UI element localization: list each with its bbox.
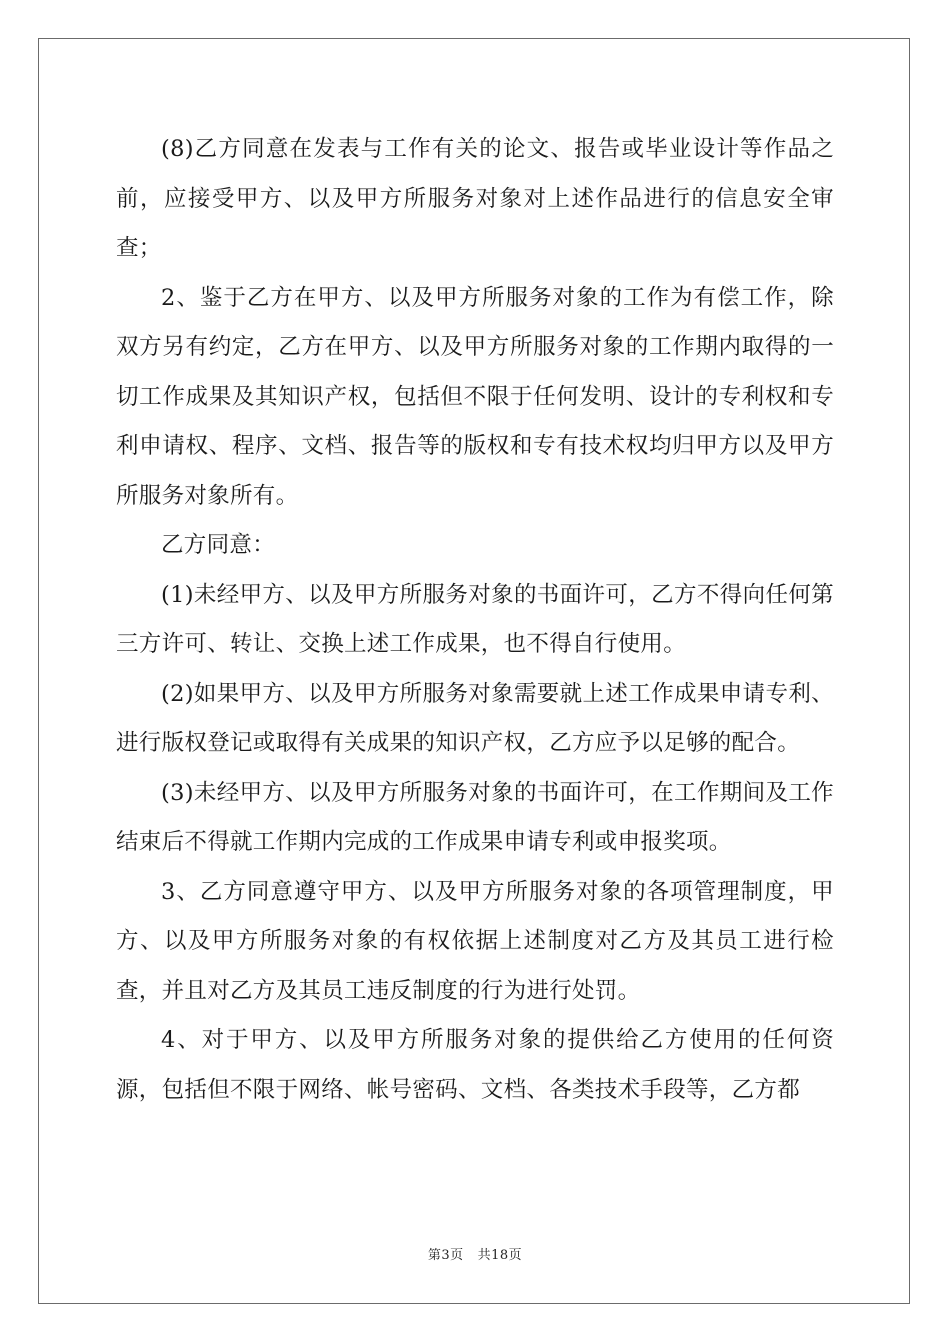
paragraph-clause-8: (8)乙方同意在发表与工作有关的论文、报告或毕业设计等作品之前，应接受甲方、以及甲方所服务对象对上述作品进行的信息安全审查； [116, 136, 834, 261]
paragraph-item-3: (3)未经甲方、以及甲方所服务对象的书面许可，在工作期间及工作结束后不得就工作期内完成的工作成果申请专利或申报奖项。 [116, 779, 834, 855]
paragraph-clause-4: 4、对于甲方、以及甲方所服务对象的提供给乙方使用的任何资源，包括但不限于网络、帐号密码、文档、各类技术手段等，乙方都 [116, 1027, 834, 1103]
paragraph-item-1: (1)未经甲方、以及甲方所服务对象的书面许可，乙方不得向任何第三方许可、转让、交换上述工作成果，也不得自行使用。 [116, 581, 834, 657]
paragraph-agreement-heading: 乙方同意： [161, 532, 276, 558]
paragraph-clause-2: 2、鉴于乙方在甲方、以及甲方所服务对象的工作为有偿工作，除双方另有约定，乙方在甲方、以及甲方所服务对象的工作期内取得的一切工作成果及其知识产权，包括但不限于任何发明、设计的专利权和专利申请权、程序、文档、报告等的版权和专有技术权均归甲方以及甲方所服务对象所有。 [116, 284, 834, 509]
paragraph-item-2: (2)如果甲方、以及甲方所服务对象需要就上述工作成果申请专利、进行版权登记或取得有关成果的知识产权，乙方应予以足够的配合。 [116, 680, 834, 756]
page-total: 共18页 [477, 1248, 523, 1263]
document-body [116, 125, 834, 1115]
page-number: 第3页 [427, 1248, 464, 1263]
page-footer [0, 1244, 950, 1263]
paragraph-clause-3: 3、乙方同意遵守甲方、以及甲方所服务对象的各项管理制度，甲方、以及甲方所服务对象的有权依据上述制度对乙方及其员工进行检查，并且对乙方及其员工违反制度的行为进行处罚。 [116, 878, 834, 1004]
